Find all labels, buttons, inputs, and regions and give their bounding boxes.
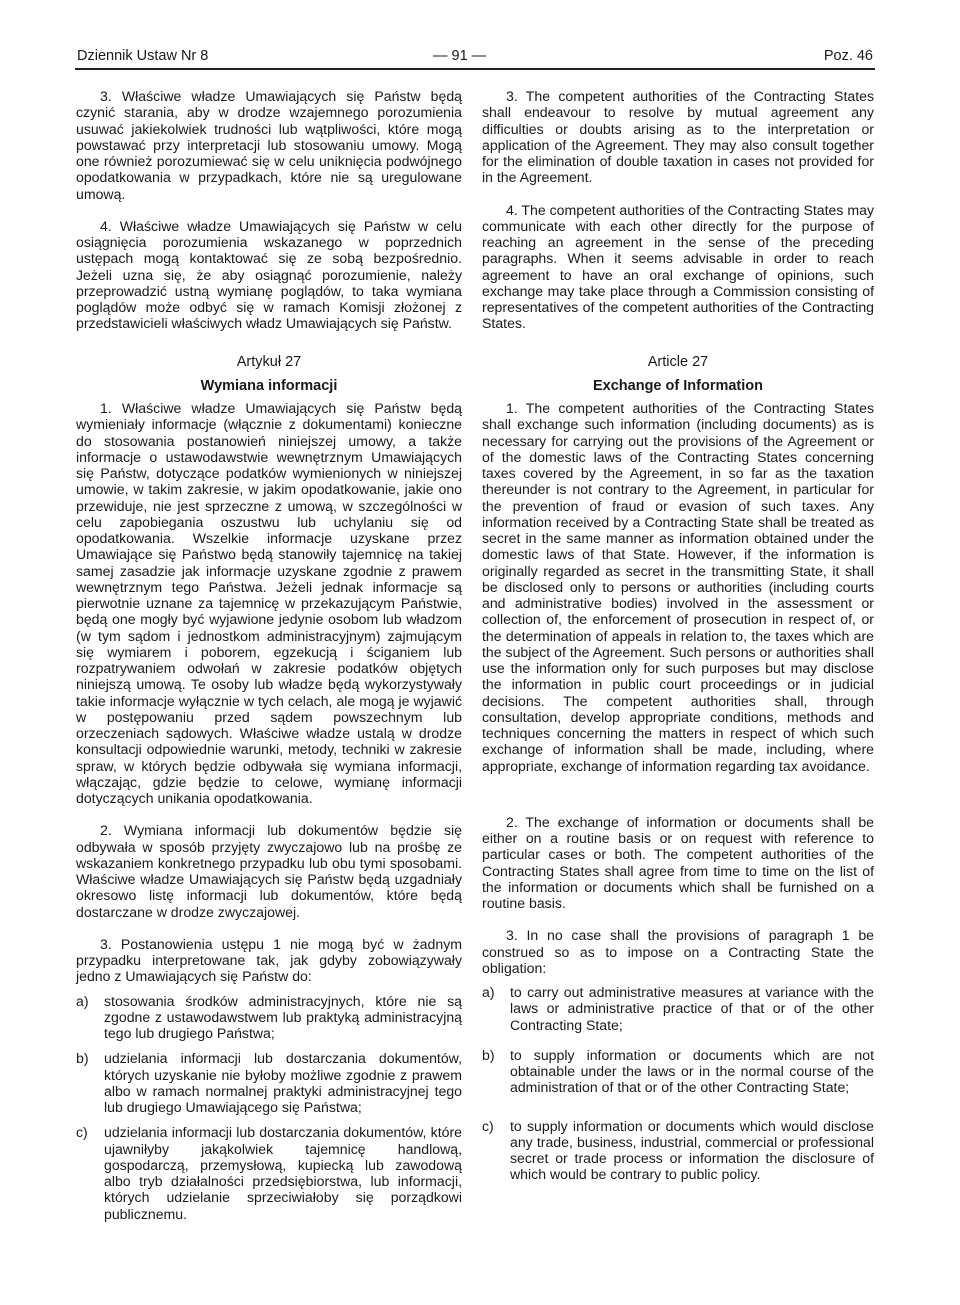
en-article-para-3: 3. In no case shall the provisions of paragraph 1 be construed so as to impose on a Contracting State the obligation: [482,927,874,976]
page-number: — 91 — [433,48,487,64]
header-rule [75,68,875,70]
item-marker: b) [482,1046,495,1063]
item-text: to carry out administrative measures at variance with the laws or administrative practice of that or of the other Contracting State; [510,984,874,1033]
item-text: stosowania środków administracyjnych, które nie są zgodne z ustawodawstwem lub praktyką administracyjną tego lub drugiego Państwa; [104,992,462,1041]
list-item [76,993,462,1042]
list-item [482,984,874,1033]
en-paragraph-4: 4. The competent authorities of the Contracting States may communicate with each other directly for the purpose of reaching an agreement in the sense of the preceding paragraphs. When it seems advisable in order to reach agreement to have an oral exchange of opinions, such exchange may take place through a Commission consisting of representatives of the competent authorities of the Contracting States. [482,201,874,332]
pl-article-para-3: 3. Postanowienia ustępu 1 nie mogą być w żadnym przypadku interpretowane tak, jak gdyby zobowiązywały jedno z Umawiających się Państw do: [76,935,462,985]
pl-article-para-2: 2. Wymiana informacji lub dokumentów będzie się odbywała w sposób przyjęty zwyczajowo lub na prośbę ze wskazaniem konkretnego przypadku lub obu tymi sposobami. Właściwe władze Umawiających się Państw będą uzgadniały okresowo listę informacji lub dokumentów, które będą dostarczane w drodze zwyczajowej. [76,822,462,920]
polish-column [76,88,462,1231]
list-item [482,1047,874,1096]
pl-paragraph-4: 4. Właściwe władze Umawiających się Państw w celu osiągnięcia porozumienia wskazanego w poprzednich ustępach mogą kontaktować się ze sobą bezpośrednio. Jeżeli uzna się, że aby osiągnąć porozumienie, należy przeprowadzić ustną wymianę poglądów, to taka wymiana poglądów może odbyć się w ramach Komisji złożonej z przedstawicieli właściwych władz Umawiających się Państw. [76,217,462,332]
item-marker: b) [76,1050,89,1067]
pl-article-para-1: 1. Właściwe władze Umawiających się Państw będą wymieniały informacje (włącznie z dokumentami) konieczne do stosowania postanowień niniejszej umowy, a także informacje o ustawodawstwie wewnętrznym Umawiających się Państw, dotyczące podatków wymienionych w niniejszej umowie, w takim zakresie, w jakim opodatkowanie, jakie ono przewiduje, nie jest sprzeczne z umową, w szczególności w celu zapobiegania oszustwu lub uchylaniu się od opodatkowania. Wszelkie informacje uzyskane przez Umawiające się Państwo będą stanowiły tajemnicę na takiej samej zasadzie jak informacje uzyskane zgodnie z prawem wewnętrznym tego Państwa. Jeżeli jednak informacje są pierwotnie uznane za tajemnicę w przekazującym Państwie, będą one mogły być wyjawione jedynie osobom lub władzom (w tym sądom i jednostkom administracyjnym) zajmującym się wymiarem i poborem, egzekucją i ściganiem lub rozpatrywaniem odwołań w zakresie podatków objętych niniejszą umową. Te osoby lub władze będą wykorzystywały takie informacje wyłącznie w tych celach, ale mogą je wyjawić w postępowaniu przed sądem powszechnym lub orzeczeniach sądowych. Właściwe władze ustalą w drodze konsultacji odpowiednie warunki, metody, techniki w zakresie spraw, w których będzie odbywała się wymiana informacji, włączając, gdzie będzie to celowe, wymianę informacji dotyczących unikania opodatkowania. [76,400,462,806]
item-text: udzielania informacji lub dostarczania dokumentów, które ujawniłyby jakąkolwiek tajemnicę handlową, gospodarczą, przemysłową, kupiecką lub zawodową albo tryb działalności przedsiębiorstwa, lub informacji, których udzielanie sprzeciwiałoby się porządkowi publicznemu. [104,1124,462,1222]
en-article-para-2: 2. The exchange of information or documents shall be either on a routine basis or on request with reference to particular cases or both. The competent authorities of the Contracting States shall agree from time to time on the list of the information or documents which shall be furnished on a routine basis. [482,813,874,911]
pl-paragraph-3: 3. Właściwe władze Umawiających się Państw będą czynić starania, aby w drodze wzajemnego porozumienia usuwać jakiekolwiek trudności lub wątpliwości, które mogą powstawać przy interpretacji lub stosowaniu umowy. Mogą one również porozumiewać się w celu uniknięcia podwójnego opodatkowania w przypadkach, które nie są uregulowane umową. [76,88,462,202]
en-paragraph-3: 3. The competent authorities of the Contracting States shall endeavour to resolve by mutual agreement any difficulties or doubts arising as to the interpretation or application of the Agreement. They may also consult together for the elimination of double taxation in cases not provided for in the Agreement. [482,88,874,186]
pl-article-title: Wymiana informacji [200,377,338,394]
en-item-list [482,984,874,1183]
en-article-para-1: 1. The competent authorities of the Contracting States shall exchange such information (including documents) as is necessary for carrying out the provisions of the Agreement or of the domestic laws of the Contracting States concerning taxes covered by the Agreement, in so far as the taxation thereunder is not contrary to the Agreement, in particular for the prevention of fraud or evasion of such taxes. Any information received by a Contracting State shall be treated as secret in the same manner as information obtained under the domestic laws of that State. However, if the information is originally regarded as secret in the transmitting State, it shall be disclosed only to persons or authorities (including courts and administrative bodies) involved in the assessment or collection of, the enforcement of prosecution in respect of, or the determination of appeals in relation to, the taxes which are the subject of the Agreement. Such persons or authorities shall use the information only for such purposes but may disclose the information in public court proceedings or in judicial decisions. The competent authorities shall, through consultation, develop appropriate conditions, methods and techniques concerning the matters in respect of which such exchange of information shall be made, including, where appropriate, exchange of information regarding tax avoidance. [482,400,874,774]
list-item [482,1118,874,1183]
item-marker: c) [482,1117,494,1134]
item-marker: a) [482,984,495,1000]
pl-item-list [76,993,462,1222]
list-item [76,1124,462,1222]
journal-title: Dziennik Ustaw Nr 8 [77,48,209,64]
en-article-number: Article 27 [647,353,709,370]
item-marker: a) [76,992,89,1009]
en-article-title: Exchange of Information [593,377,763,394]
item-text: udzielania informacji lub dostarczania dokumentów, których uzyskanie nie byłoby możliwe zgodnie z prawem albo w ramach normalnej praktyki administracyjnej tego lub drugiego Umawiającego się Państwa; [104,1050,462,1115]
pl-article-number: Artykuł 27 [236,353,302,370]
item-text: to supply information or documents which would disclose any trade, business, industrial, commercial or professional secret or trade process or information the disclosure of which would be contrary to public policy. [510,1117,874,1183]
list-item [76,1050,462,1115]
position-number: Poz. 46 [823,48,873,64]
english-column [482,88,874,1197]
item-marker: c) [76,1124,88,1141]
page-header [77,48,873,68]
item-text: to supply information or documents which are not obtainable under the laws or in the normal course of the administration of that or of the other Contracting State; [510,1046,874,1096]
